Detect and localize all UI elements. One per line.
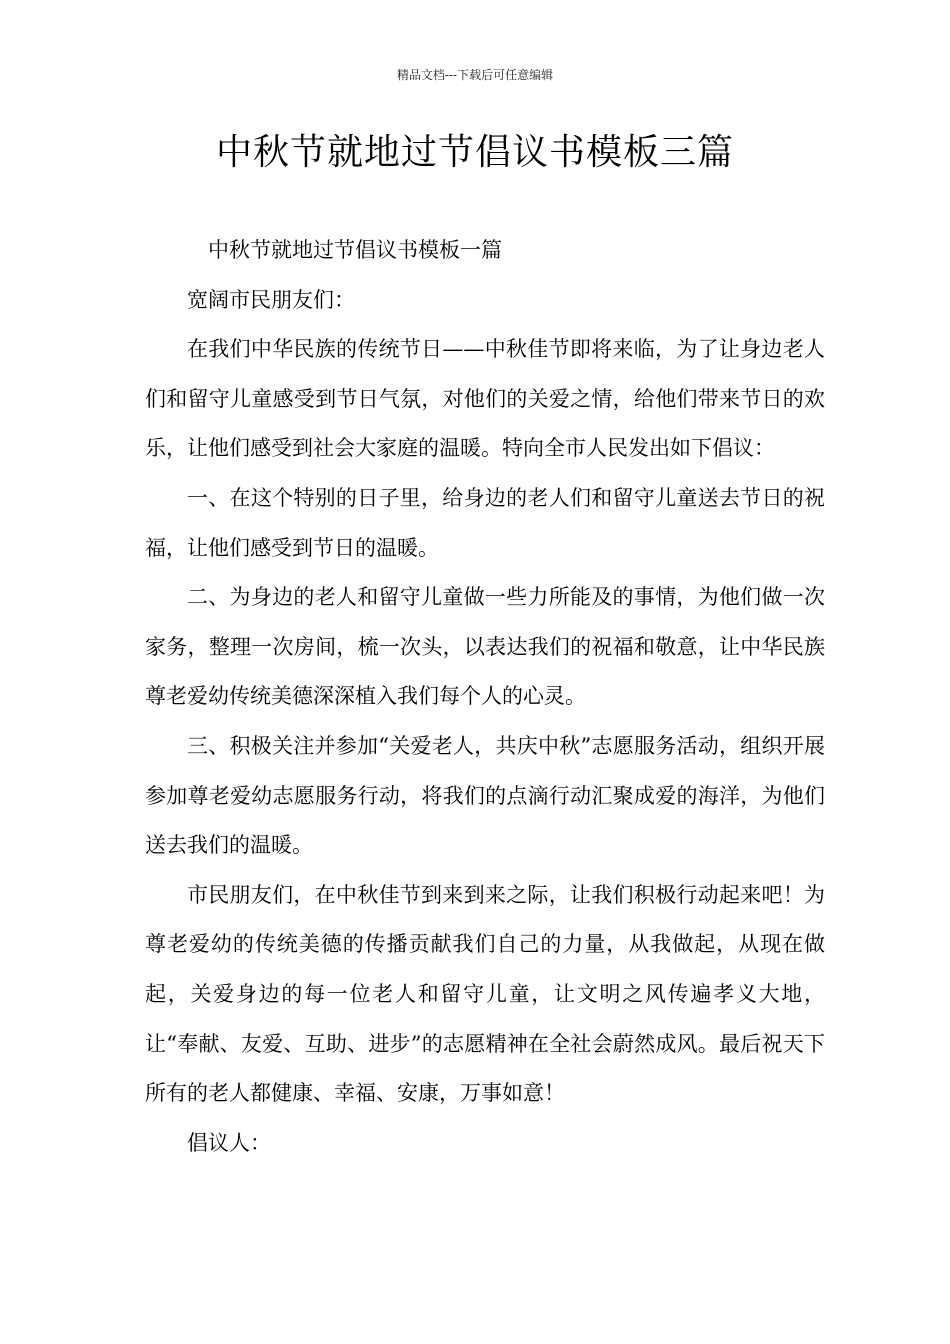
body-paragraph: 三、积极关注并参加“关爱老人，共庆中秋”志愿服务活动，组织开展参加尊老爱幼志愿服务行动，将我们的点滴行动汇聚成爱的海洋，为他们送去我们的温暖。 (145, 733, 825, 858)
section-subtitle: 中秋节就地过节倡议书模板一篇 (208, 238, 502, 262)
body-paragraph: 二、为身边的老人和留守儿童做一些力所能及的事情，为他们做一次家务，整理一次房间，梳一次头，以表达我们的祝福和敬意，让中华民族尊老爱幼传统美德深深植入我们每个人的心灵。 (145, 585, 825, 709)
document-body (145, 226, 825, 1168)
signature-label: 倡议人： (187, 1130, 271, 1155)
body-paragraph: 市民朋友们，在中秋佳节到来到来之际，让我们积极行动起来吧！为尊老爱幼的传统美德的传播贡献我们自己的力量，从我做起，从现在做起，关爱身边的每一位老人和留守儿童，让文明之风传遍孝义大地，让“奉献、友爱、互助、进步”的志愿精神在全社会蔚然成风。最后祝天下所有的老人都健康、幸福、安康，万事如意！ (145, 882, 825, 1106)
document-title: 中秋节就地过节倡议书模板三篇 (215, 132, 734, 173)
body-paragraph: 一、在这个特别的日子里，给身边的老人们和留守儿童送去节日的祝福，让他们感受到节日的温暖。 (145, 485, 825, 560)
salutation: 宽阔市民朋友们： (187, 287, 355, 312)
body-paragraph: 在我们中华民族的传统节日——中秋佳节即将来临，为了让身边老人们和留守儿童感受到节日气氛，对他们的关爱之情，给他们带来节日的欢乐，让他们感受到社会大家庭的温暖。特向全市人民发出如下倡议： (145, 337, 825, 461)
header-note: 精品文档---下载后可任意编辑 (396, 68, 554, 82)
